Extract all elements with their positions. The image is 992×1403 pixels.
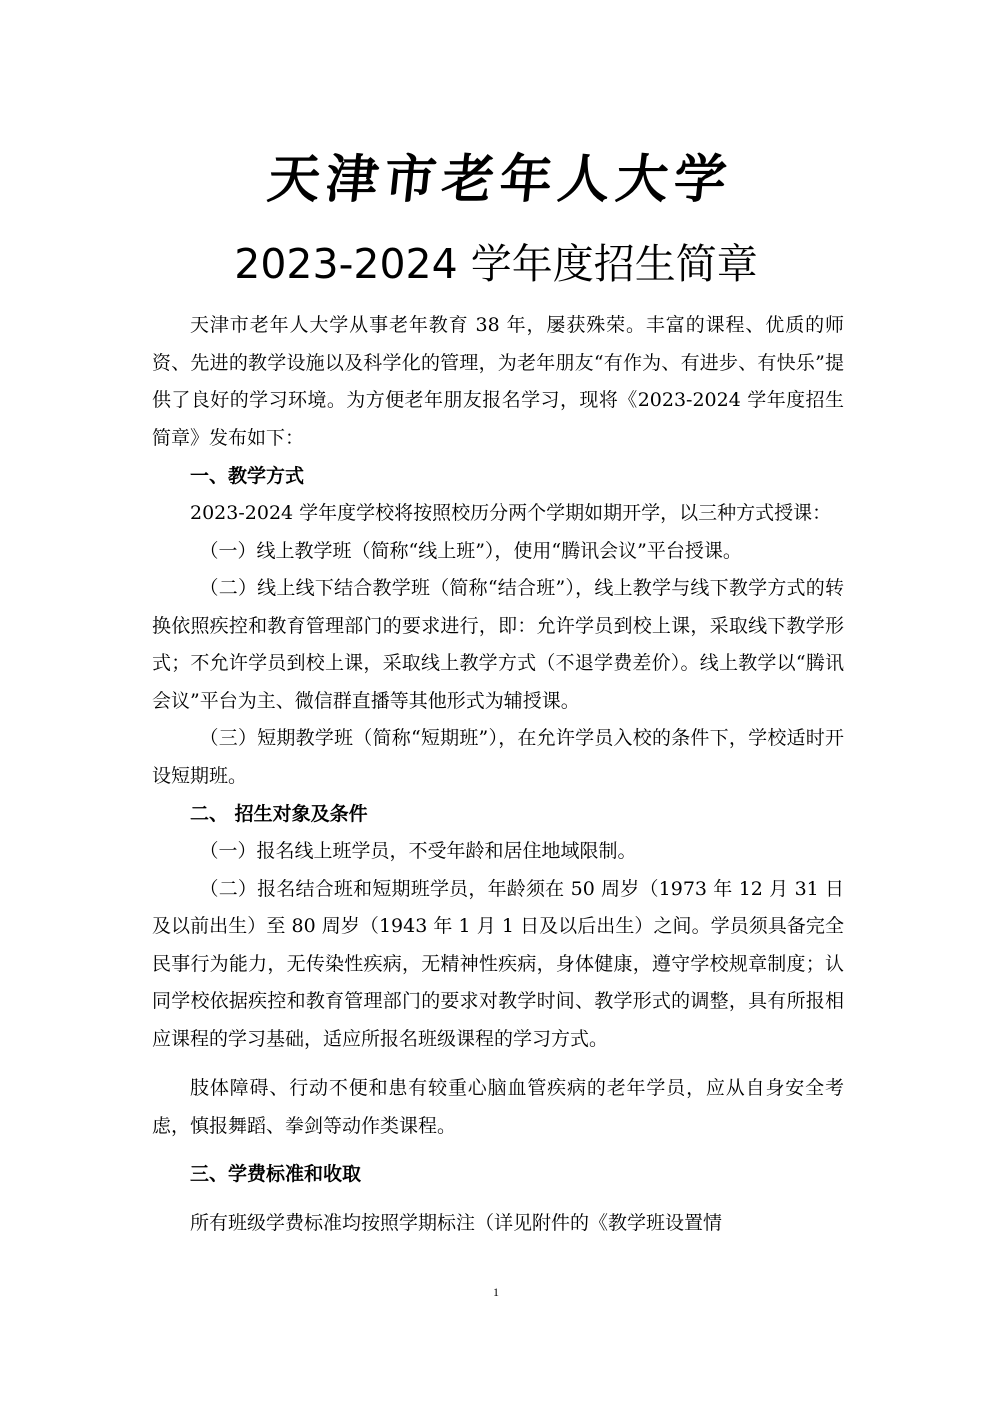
section-2-note: 肢体障碍、行动不便和患有较重心脑血管疾病的老年学员，应从自身安全考虑，慎报舞蹈、拳剑等动作类课程。 [152, 1077, 844, 1137]
university-logo: 天津市老年人大学 [264, 149, 736, 210]
section-1-heading: 一、教学方式 [190, 465, 305, 487]
page-number: 1 [493, 1285, 499, 1299]
section-1-lead: 2023-2024 学年度学校将按照校历分两个学期如期开学，以三种方式授课： [190, 502, 832, 524]
page-title: 2023-2024 学年度招生简章 [234, 240, 758, 288]
intro-paragraph: 天津市老年人大学从事老年教育 38 年，屡获殊荣。丰富的课程、优质的师资、先进的教学设施以及科学化的管理，为老年朋友“有作为、有进步、有快乐”提供了良好的学习环境。为方便老年朋友报名学习，现将《2023-2024 学年度招生简章》发布如下： [152, 314, 844, 449]
section-1-item-2: （二）线上线下结合教学班（简称“结合班”），线上教学与线下教学方式的转换依照疾控和教育管理部门的要求进行，即：允许学员到校上课，采取线下教学形式；不允许学员到校上课，采取线上教学方式（不退学费差价）。线上教学以“腾讯会议”平台为主、微信群直播等其他形式为辅授课。 [152, 577, 844, 712]
document-body [152, 307, 844, 1243]
section-2-item-2: （二）报名结合班和短期班学员，年龄须在 50 周岁（1973 年 12 月 31 日及以前出生）至 80 周岁（1943 年 1 月 1 日及以后出生）之间。学员须具备完全民事行为能力，无传染性疾病，无精神性疾病，身体健康，遵守学校规章制度；认同学校依据疾控和教育管理部门的要求对教学时间、教学形式的调整，具有所报相应课程的学习基础，适应所报名班级课程的学习方式。 [152, 877, 844, 1050]
section-1-item-3: （三）短期教学班（简称“短期班”），在允许学员入校的条件下，学校适时开设短期班。 [152, 727, 844, 787]
section-3-heading: 三、学费标准和收取 [190, 1163, 362, 1185]
section-2-item-1: （一）报名线上班学员，不受年龄和居住地域限制。 [199, 840, 637, 862]
section-2-heading: 二、 招生对象及条件 [190, 803, 368, 825]
section-1-item-1: （一）线上教学班（简称“线上班”），使用“腾讯会议”平台授课。 [199, 539, 742, 562]
section-3-text: 所有班级学费标准均按照学期标注（详见附件的《教学班设置情 [190, 1212, 723, 1234]
